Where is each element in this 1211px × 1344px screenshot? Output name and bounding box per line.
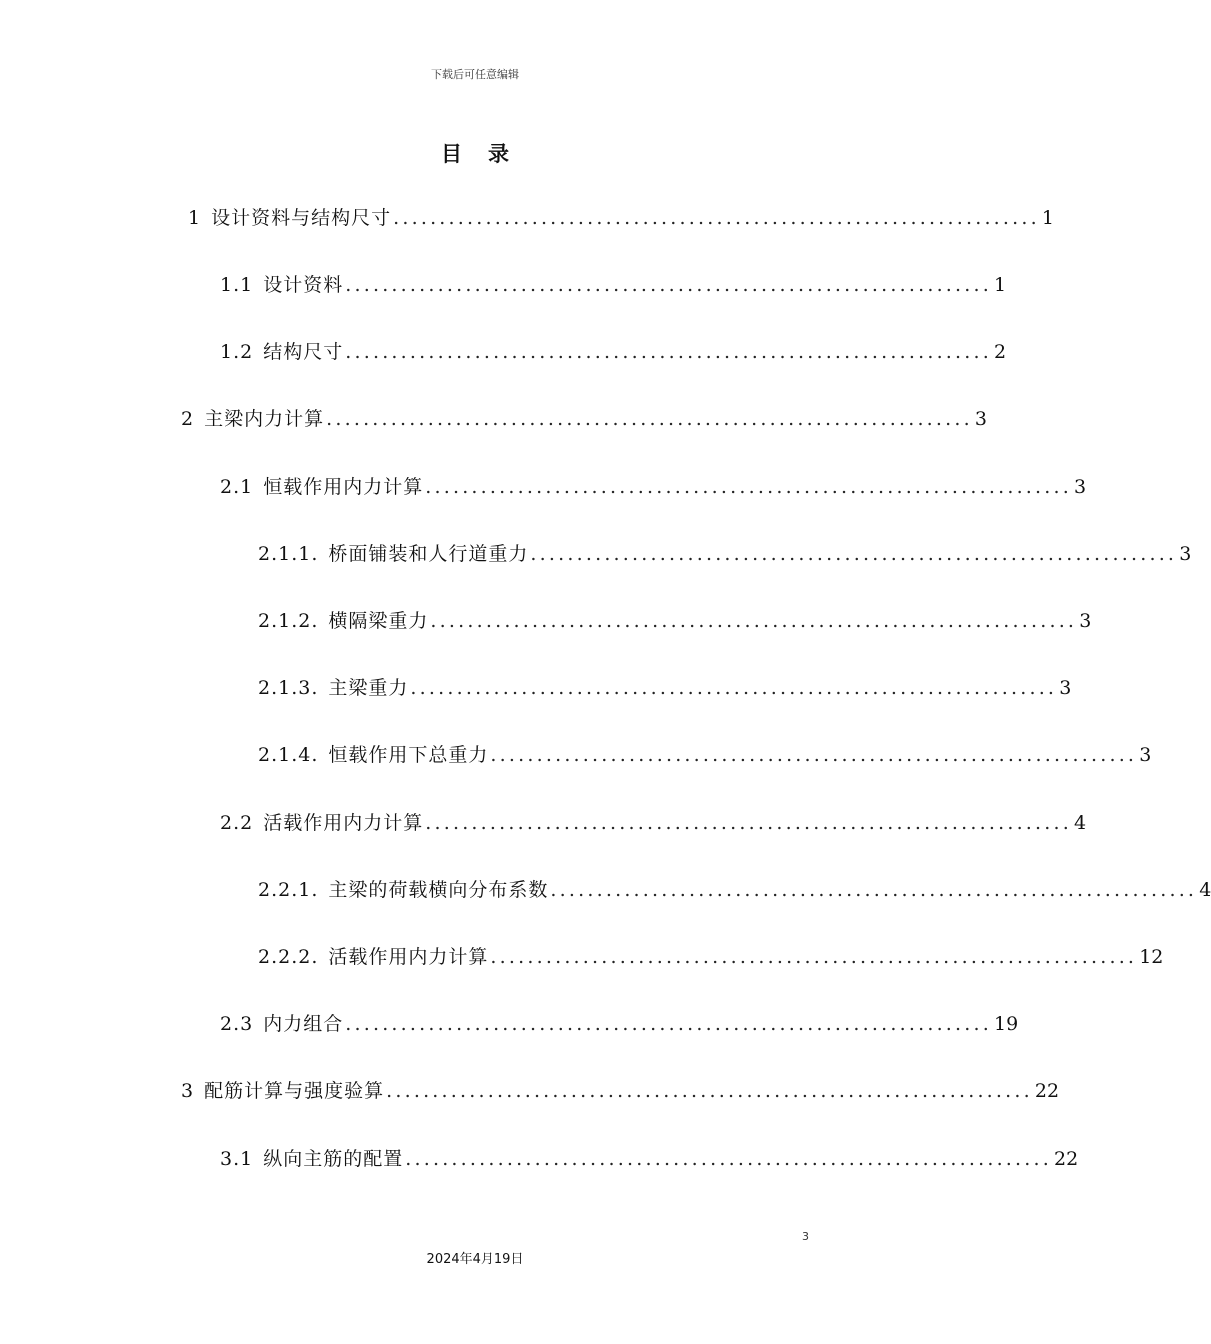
toc-entry-page: 1 — [994, 274, 1007, 296]
toc-entry-page: 12 — [1139, 946, 1164, 968]
dot-leader: ...................................................................... — [326, 408, 973, 430]
toc-entry-number: 2.2 — [220, 812, 254, 834]
toc-entry-page: 3 — [1139, 744, 1152, 766]
dot-leader: ...................................................................... — [386, 1080, 1033, 1102]
toc-entry-number: 3.1 — [220, 1148, 254, 1170]
toc-entry-label: 活载作用内力计算 — [263, 812, 424, 834]
toc-entry-label: 设计资料与结构尺寸 — [211, 207, 392, 229]
toc-entry-label: 横隔梁重力 — [328, 610, 429, 632]
toc-entry-3[interactable] — [181, 1077, 1060, 1105]
dot-leader: ...................................................................... — [490, 946, 1138, 968]
toc-entry-label: 内力组合 — [263, 1013, 344, 1035]
toc-entry-number: 2.1 — [220, 476, 254, 498]
toc-entry-2-1-1[interactable] — [258, 540, 1192, 568]
toc-entry-page: 3 — [974, 408, 987, 430]
toc-entry-label: 恒载作用内力计算 — [263, 476, 424, 498]
toc-entry-2-1-4[interactable] — [258, 741, 1152, 769]
dot-leader: ...................................................................... — [550, 879, 1198, 901]
toc-entry-number: 2 — [181, 408, 195, 430]
toc-entry-number: 2.1.2. — [258, 610, 319, 632]
dot-leader: ...................................................................... — [345, 1013, 993, 1035]
dot-leader: ...................................................................... — [393, 207, 1040, 229]
toc-entry-label: 主梁重力 — [328, 677, 409, 699]
toc-entry-label: 主梁内力计算 — [204, 408, 325, 430]
page-number: 3 — [802, 1230, 809, 1243]
toc-entry-1[interactable] — [188, 204, 1054, 232]
toc-entry-label: 活载作用内力计算 — [328, 946, 489, 968]
toc-entry-1-2[interactable] — [220, 338, 1007, 366]
dot-leader: ...................................................................... — [410, 677, 1058, 699]
toc-entry-label: 主梁的荷载横向分布系数 — [328, 879, 549, 901]
toc-entry-label: 桥面铺装和人行道重力 — [328, 543, 529, 565]
toc-entry-number: 2.1.4. — [258, 744, 319, 766]
toc-entry-page: 4 — [1199, 879, 1211, 901]
toc-entry-page: 2 — [994, 341, 1007, 363]
dot-leader: ...................................................................... — [530, 543, 1178, 565]
toc-entry-2[interactable] — [181, 405, 987, 433]
toc-entry-page: 1 — [1041, 207, 1054, 229]
dot-leader: ...................................................................... — [430, 610, 1078, 632]
dot-leader: ...................................................................... — [405, 1148, 1053, 1170]
toc-entry-number: 1.1 — [220, 274, 254, 296]
toc-entry-number: 1.2 — [220, 341, 254, 363]
toc-entry-2-1[interactable] — [220, 473, 1087, 501]
toc-entry-number: 3 — [181, 1080, 195, 1102]
toc-entry-label: 纵向主筋的配置 — [263, 1148, 404, 1170]
toc-entry-page: 3 — [1074, 476, 1087, 498]
toc-entry-label: 结构尺寸 — [263, 341, 344, 363]
toc-entry-3-1[interactable] — [220, 1145, 1079, 1173]
toc-entry-number: 2.1.1. — [258, 543, 319, 565]
toc-entry-label: 配筋计算与强度验算 — [204, 1080, 385, 1102]
dot-leader: ...................................................................... — [345, 341, 993, 363]
toc-entry-2-2-1[interactable] — [258, 876, 1211, 904]
toc-entry-page: 3 — [1179, 543, 1192, 565]
toc-entry-page: 3 — [1059, 677, 1072, 699]
toc-entry-2-1-2[interactable] — [258, 607, 1092, 635]
dot-leader: ...................................................................... — [490, 744, 1138, 766]
toc-entry-page: 22 — [1034, 1080, 1060, 1102]
toc-entry-number: 1 — [188, 207, 202, 229]
toc-entry-label: 恒载作用下总重力 — [328, 744, 489, 766]
toc-entry-2-3[interactable] — [220, 1010, 1019, 1038]
toc-entry-page: 4 — [1074, 812, 1087, 834]
toc-entry-number: 2.1.3. — [258, 677, 319, 699]
toc-entry-number: 2.2.1. — [258, 879, 319, 901]
dot-leader: ...................................................................... — [345, 274, 993, 296]
toc-entry-page: 22 — [1054, 1148, 1079, 1170]
toc-entry-2-2-2[interactable] — [258, 943, 1164, 971]
toc-entry-page: 3 — [1079, 610, 1092, 632]
toc-entry-1-1[interactable] — [220, 271, 1007, 299]
toc-entry-label: 设计资料 — [263, 274, 344, 296]
toc-entry-number: 2.3 — [220, 1013, 254, 1035]
footer-date: 2024年4月19日 — [426, 1252, 524, 1267]
page-title: 目录 — [441, 142, 535, 166]
dot-leader: ...................................................................... — [425, 812, 1073, 834]
header-note: 下载后可任意编辑 — [431, 68, 519, 81]
toc-entry-number: 2.2.2. — [258, 946, 319, 968]
toc-entry-2-1-3[interactable] — [258, 674, 1072, 702]
toc-entry-2-2[interactable] — [220, 809, 1087, 837]
dot-leader: ...................................................................... — [425, 476, 1073, 498]
toc-entry-page: 19 — [994, 1013, 1019, 1035]
